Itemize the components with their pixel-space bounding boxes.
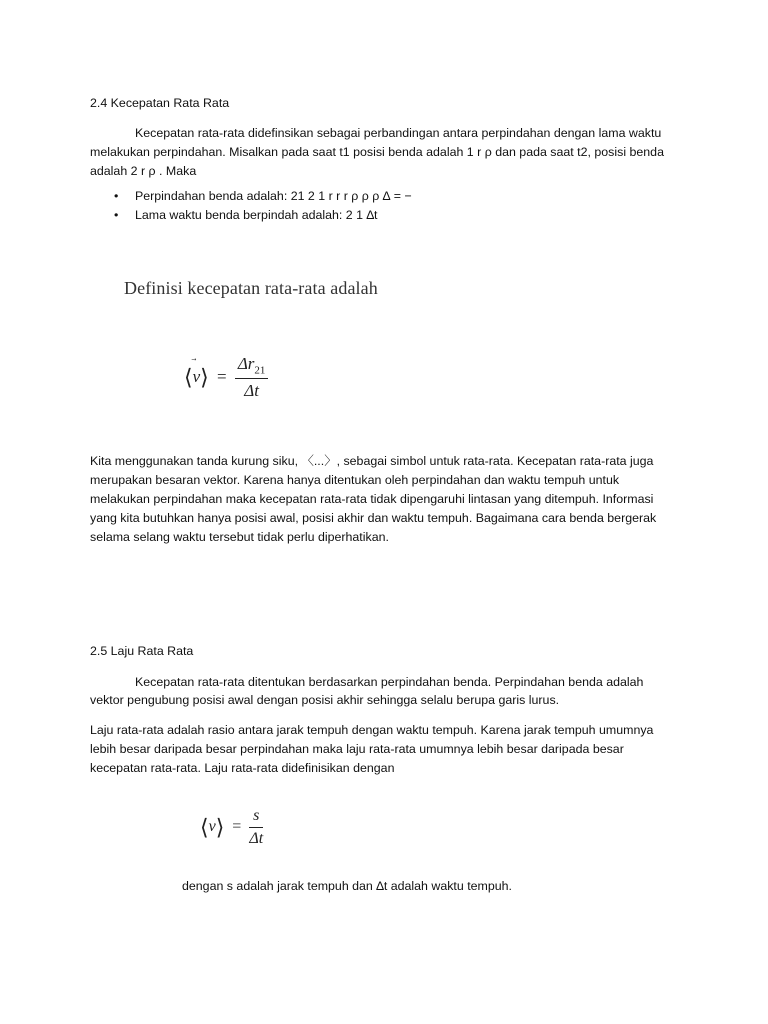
formula-numerator: Δr [237,354,255,373]
bullet-list [90,187,412,225]
body-line: Kita menggunakan tanda kurung siku, 〈...〉, sebagai simbol untuk rata-rata. Kecepatan rata-rata juga [90,454,654,468]
section-heading-2-5: 2.5 Laju Rata Rata [90,644,194,658]
bullet-icon: • [114,189,119,203]
bullet-item: • Lama waktu benda berpindah adalah: 2 1 ∆t [90,206,412,225]
para1-line-2: vektor pengubung posisi awal dengan posisi akhir sehingga selalu berupa garis lurus. [90,693,560,707]
para2-line: Laju rata-rata adalah rasio antara jarak tempuh dengan waktu tempuh. Karena jarak tempuh umumnya [90,723,654,737]
formula-numerator: s [249,807,263,828]
formula-lhs: v [192,366,201,386]
intro-line-2: melakukan perpindahan. Misalkan pada saat t1 posisi benda adalah 1 r ρ dan pada saat t2, posisi benda [90,145,664,159]
body-line: selama selang waktu tersebut tidak perlu diperhatikan. [90,530,389,544]
intro-line-3: adalah 2 r ρ . Maka [90,164,197,178]
formula-subscript: 21 [254,364,266,377]
body-line: melakukan perpindahan maka kecepatan rata-rata tidak dipengaruhi lintasan yang ditempuh. Informasi [90,492,654,506]
bullet-item: • Perpindahan benda adalah: 21 2 1 r r r ρ ρ ρ ∆ = − [90,187,412,206]
figure-title: Definisi kecepatan rata-rata adalah [124,278,378,298]
para2-line: kecepatan rata-rata. Laju rata-rata didefinisikan dengan [90,761,395,775]
body-line: yang kita butuhkan hanya posisi awal, posisi akhir dan waktu tempuh. Bagaimana cara benda bergerak [90,511,657,525]
formula-average-velocity: ⟨ v⟩ = $\frac{\Delta r_{21}}{\Delta t}$ [184,354,268,401]
intro-line-1: Kecepatan rata-rata didefinsikan sebagai perbandingan antara perpindahan dengan lama waktu [135,126,662,140]
formula-denominator: Δt [244,381,259,401]
body-line: merupakan besaran vektor. Karena hanya ditentukan oleh perpindahan dan waktu tempuh untuk [90,473,620,487]
formula-average-speed: ⟨v⟩ = $\frac{s}{\Delta t}$ [200,807,264,847]
bullet-icon: • [114,208,119,222]
section-heading-2-4: 2.4 Kecepatan Rata Rata [90,96,230,110]
para1-line-1: Kecepatan rata-rata ditentukan berdasarkan perpindahan benda. Perpindahan benda adalah [135,675,644,689]
formula-note: dengan s adalah jarak tempuh dan ∆t adalah waktu tempuh. [182,879,512,893]
formula-lhs: v [208,818,216,836]
para2-line: lebih besar daripada besar perpindahan maka laju rata-rata umumnya lebih besar daripada besar [90,742,624,756]
formula-denominator: Δt [249,830,264,847]
